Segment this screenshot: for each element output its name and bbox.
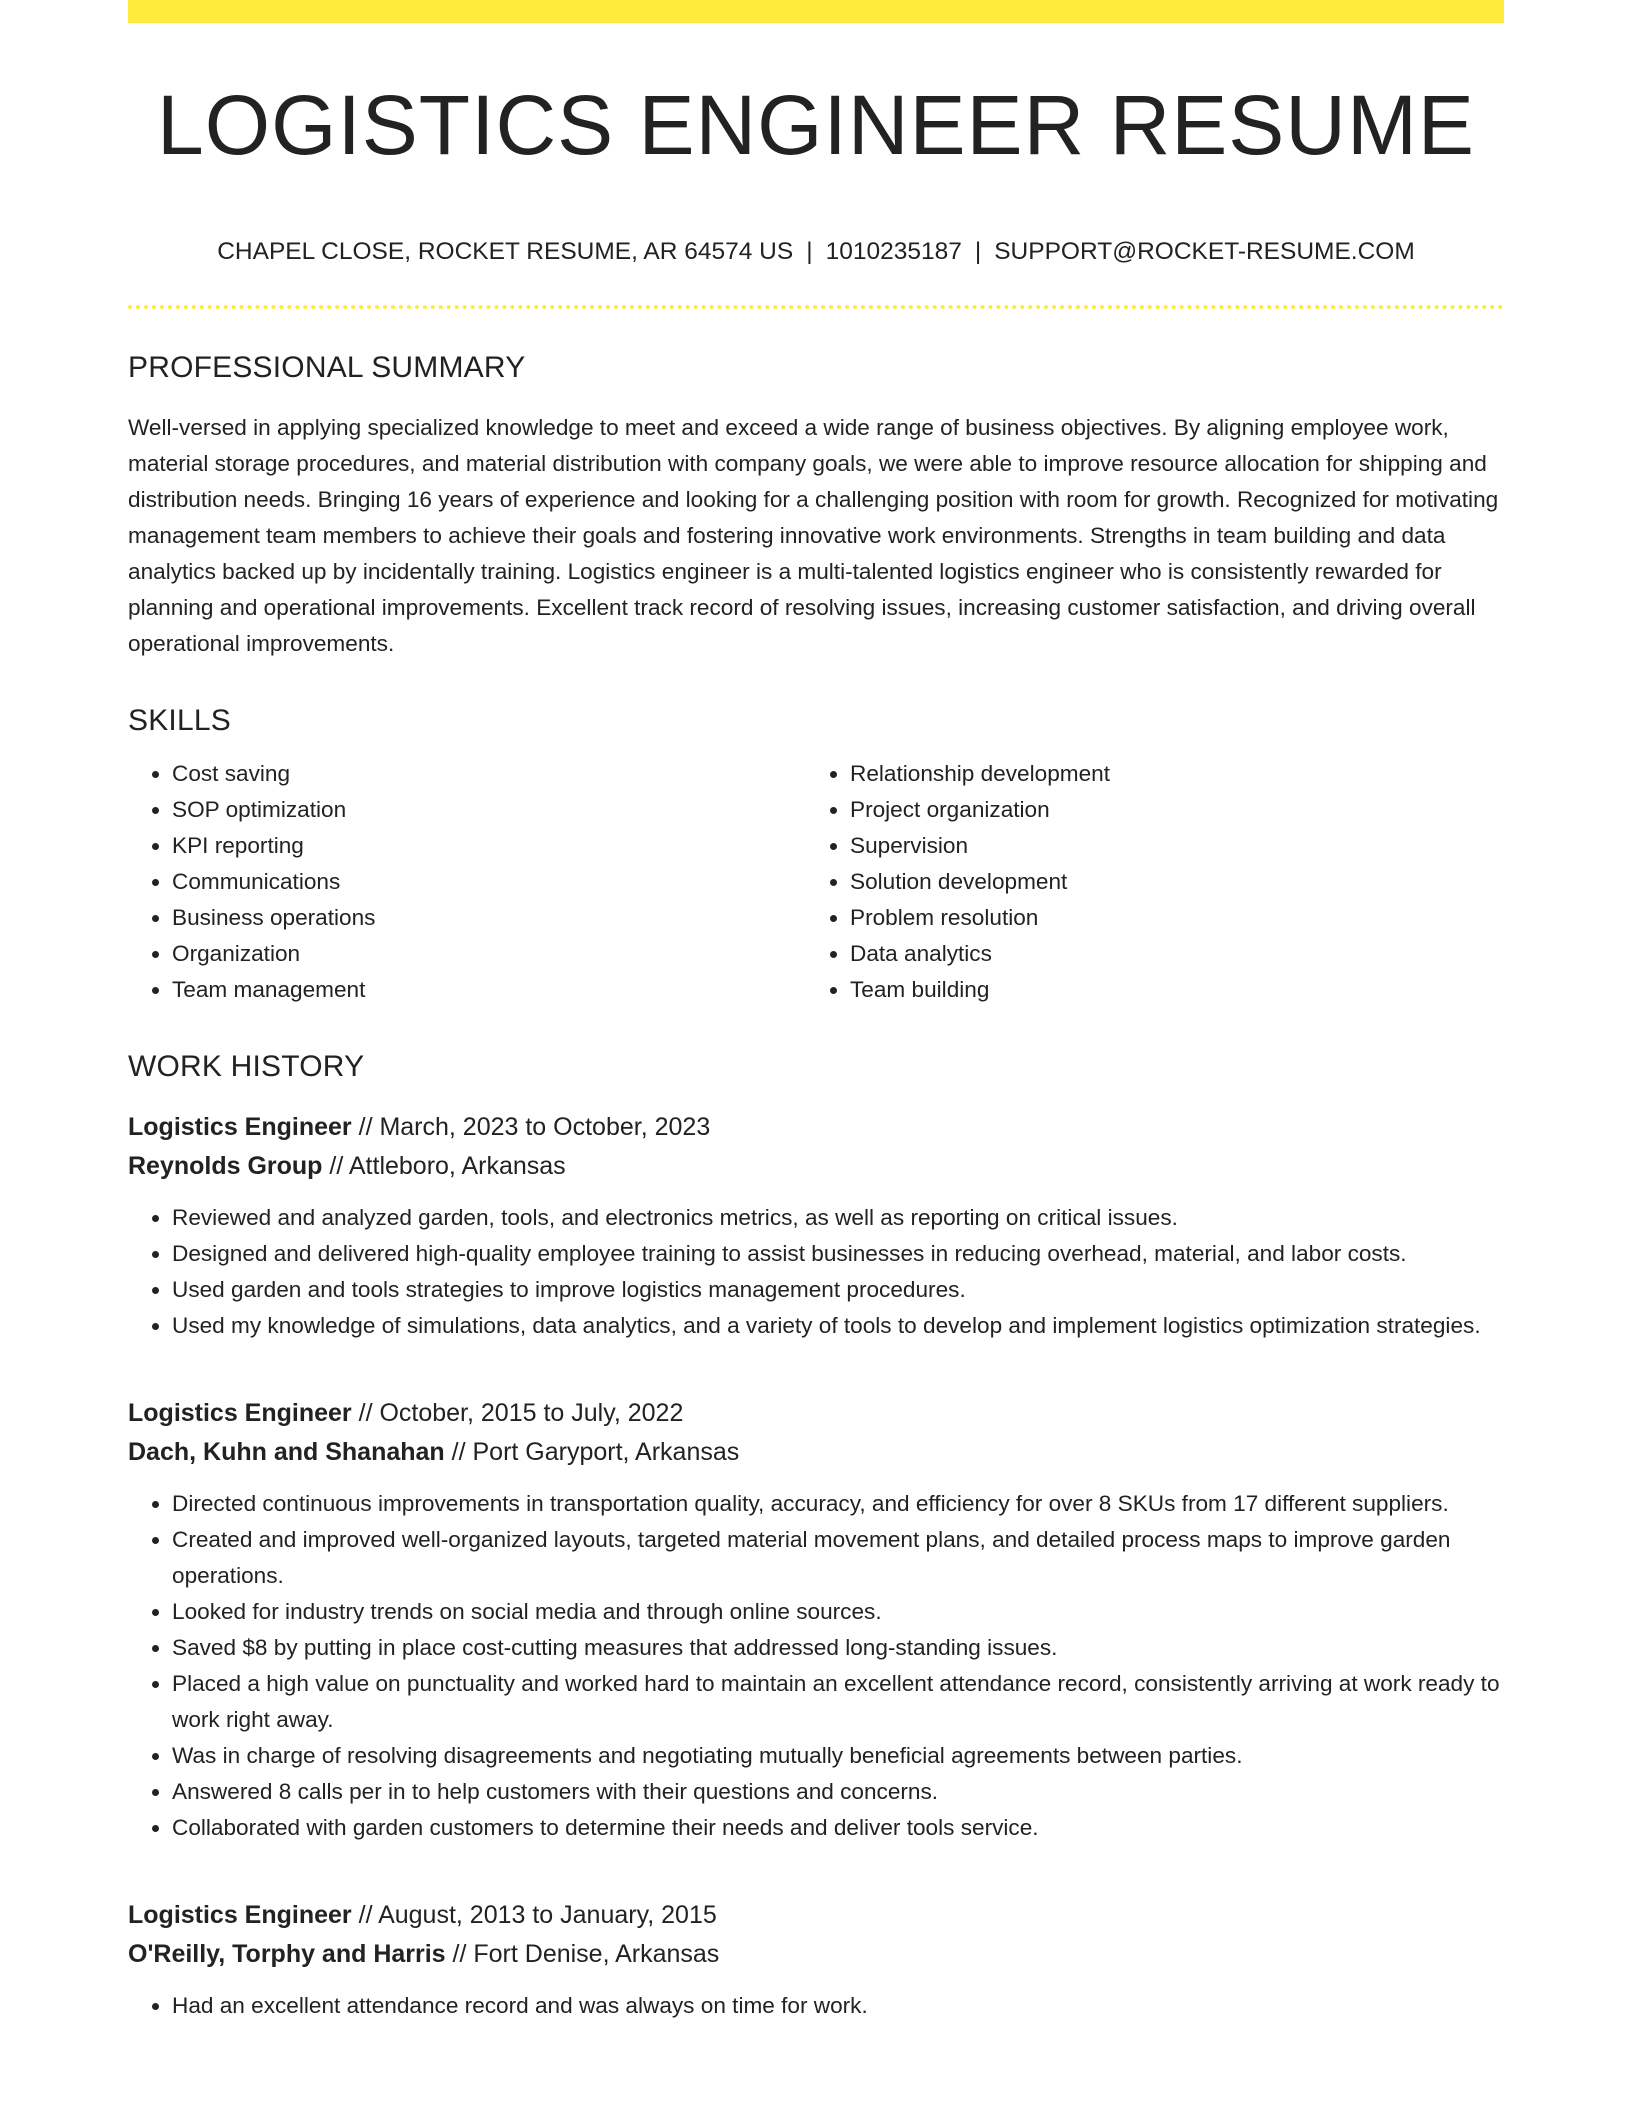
top-accent-bar [128,0,1504,23]
duty-item: • Saved $8 by putting in place cost-cutting measures that addressed long-standing issues. [172,1630,1504,1666]
job-location: // Port Garyport, Arkansas [444,1438,740,1467]
job-dates: // October, 2015 to July, 2022 [351,1399,684,1428]
contact-email: SUPPORT@ROCKET-RESUME.COM [994,238,1415,265]
job-company-line [128,1433,1504,1472]
skill-item: • Business operations [172,900,806,936]
job-duties [128,1200,1504,1344]
skills-column-right [806,756,1484,1008]
job-location: // Attleboro, Arkansas [322,1152,566,1181]
job-location: // Fort Denise, Arkansas [445,1940,720,1969]
contact-separator: | [974,238,982,265]
job-entry [128,1108,1504,1344]
job-dates: // August, 2013 to January, 2015 [351,1901,717,1930]
skill-item: • Project organization [850,792,1484,828]
contact-separator: | [806,238,813,265]
job-entry [128,1394,1504,1846]
contact-line [128,237,1504,266]
job-title: Logistics Engineer [128,1113,352,1142]
duty-item: • Reviewed and analyzed garden, tools, and electronics metrics, as well as reporting on critical issues. [172,1200,1504,1236]
dotted-divider [128,305,1504,309]
summary-text: Well-versed in applying specialized knowledge to meet and exceed a wide range of business objectives. By aligning employee work, material storage procedures, and material distribution with company goals, we were able to improve resource allocation for shipping and distribution needs. Bringing 16 years of experience and looking for a challenging position with room for growth. Recognized for motivating management team members to achieve their goals and fostering innovative work environments. Strengths in team building and data analytics backed up by incidentally training. Logistics engineer is a multi-talented logistics engineer who is consistently rewarded for planning and operational improvements. Excellent track record of resolving issues, increasing customer satisfaction, and driving overall operational improvements. [128,415,1499,657]
duty-item: • Had an excellent attendance record and was always on time for work. [172,1988,1504,2024]
job-company-line [128,1935,1504,1974]
skill-item: • Team management [172,972,806,1008]
resume-title: LOGISTICS ENGINEER RESUME [157,78,1475,172]
resume-page [128,0,1504,2024]
skill-item: • Supervision [850,828,1484,864]
duty-item: • Designed and delivered high-quality employee training to assist businesses in reducing overhead, material, and labor costs. [172,1236,1504,1272]
job-company-line [128,1147,1504,1186]
job-company: Dach, Kuhn and Shanahan [128,1438,445,1467]
skills-column-left [128,756,806,1008]
skill-item: • Data analytics [850,936,1484,972]
duty-item: • Used my knowledge of simulations, data analytics, and a variety of tools to develop and implement logistics optimization strategies. [172,1308,1504,1344]
duty-item: • Looked for industry trends on social media and through online sources. [172,1594,1504,1630]
skill-item: • Problem resolution [850,900,1484,936]
job-company: O'Reilly, Torphy and Harris [128,1940,446,1969]
contact-phone: 1010235187 [825,238,962,265]
duty-item: • Answered 8 calls per in to help customers with their questions and concerns. [172,1774,1504,1810]
skill-item: • SOP optimization [172,792,806,828]
skill-item: • Solution development [850,864,1484,900]
skill-item: • Relationship development [850,756,1484,792]
work-history-heading: WORK HISTORY [128,1050,365,1084]
duty-item: • Was in charge of resolving disagreements and negotiating mutually beneficial agreements between parties. [172,1738,1504,1774]
job-duties [128,1988,1504,2024]
job-dates: // March, 2023 to October, 2023 [351,1113,711,1142]
job-title: Logistics Engineer [128,1399,352,1428]
job-title-line [128,1896,1504,1935]
job-duties [128,1486,1504,1846]
job-company: Reynolds Group [128,1152,323,1181]
skill-item: • KPI reporting [172,828,806,864]
duty-item: • Directed continuous improvements in transportation quality, accuracy, and efficiency for over 8 SKUs from 17 different suppliers. [172,1486,1504,1522]
duty-item: • Collaborated with garden customers to determine their needs and deliver tools service. [172,1810,1504,1846]
duty-item: • Created and improved well-organized layouts, targeted material movement plans, and detailed process maps to improve garden operations. [172,1522,1504,1594]
job-entry [128,1896,1504,2024]
duty-item: • Used garden and tools strategies to improve logistics management procedures. [172,1272,1504,1308]
job-title: Logistics Engineer [128,1901,352,1930]
skill-item: • Organization [172,936,806,972]
contact-address: CHAPEL CLOSE, ROCKET RESUME, AR 64574 US [217,238,794,265]
job-title-line [128,1394,1504,1433]
skills-heading: SKILLS [128,704,231,738]
skills-list [128,756,1504,1008]
skill-item: • Cost saving [172,756,806,792]
skill-item: • Communications [172,864,806,900]
duty-item: • Placed a high value on punctuality and worked hard to maintain an excellent attendance record, consistently arriving at work ready to work right away. [172,1666,1504,1738]
skill-item: • Team building [850,972,1484,1008]
summary-heading: PROFESSIONAL SUMMARY [128,351,526,385]
job-title-line [128,1108,1504,1147]
